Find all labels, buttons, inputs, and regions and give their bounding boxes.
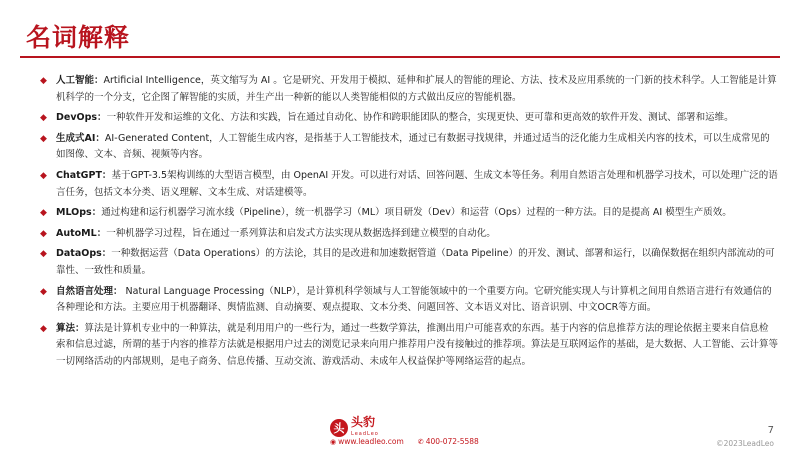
logo-subtitle: LeadLeo — [351, 431, 379, 437]
logo-name: 头豹 LeadLeo — [351, 416, 379, 440]
footer-contact — [330, 437, 479, 446]
glossary-item — [40, 168, 778, 201]
globe-icon: ◉ — [330, 438, 337, 446]
page-number: 7 — [767, 425, 774, 436]
glossary-term: 自然语言处理： — [56, 285, 123, 297]
glossary-item — [40, 73, 778, 106]
glossary-term: MLOps： — [56, 207, 102, 219]
glossary-term: 算法： — [56, 322, 85, 334]
diamond-icon: ◆ — [40, 323, 47, 334]
glossary-item — [40, 226, 778, 243]
title-divider — [20, 56, 780, 58]
diamond-icon: ◆ — [40, 170, 47, 181]
glossary-item — [40, 110, 778, 127]
glossary-item — [40, 284, 778, 317]
glossary-definition: Artificial Intelligence，英文缩写为 AI 。它是研究、开发用于模拟、延伸和扩展人的智能的理论、方法、技术及应用系统的一门新的技术科学。人工智能是计算机科学的一个分支，它企图了解智能的实质，并生产出一种新的能以人类智能相似的方式做出反应的智能机器。 — [56, 75, 777, 103]
glossary-definition: 基于GPT-3.5架构训练的大型语言模型，由 OpenAI 开发。可以进行对话、回答问题、生成文本等任务。利用自然语言处理和机器学习技术，可以处理广泛的语言任务，包括文本分类、语义理解、文本生成、对话建模等。 — [56, 169, 778, 198]
glossary-definition: 通过构建和运行机器学习流水线（Pipeline），统一机器学习（ML）项目研发（Dev）和运营（Ops）过程的一种方法。目的是提高 AI 模型生产质效。 — [101, 207, 732, 219]
glossary-item — [40, 205, 778, 222]
glossary-item — [40, 246, 778, 279]
glossary-definition: 一种机器学习过程，旨在通过一系列算法和启发式方法实现从数据选择到建立模型的自动化。 — [106, 227, 496, 239]
glossary-term: ChatGPT： — [56, 169, 112, 181]
phone-number: ✆ 400-072-5588 — [417, 437, 479, 446]
diamond-icon: ◆ — [40, 208, 47, 219]
glossary-item — [40, 131, 778, 164]
glossary-term: 生成式AI： — [56, 132, 105, 144]
glossary-definition: AI-Generated Content，人工智能生成内容，是指基于人工智能技术，通过已有数据寻找规律，并通过适当的泛化能力生成相关内容的技术，可以生成常见的如图像、文本、音频、视频等内容。 — [56, 132, 770, 161]
logo-icon: 头 — [330, 419, 348, 437]
glossary-definition: 一种软件开发和运维的文化、方法和实践，旨在通过自动化、协作和跨职能团队的整合，实现更快、更可靠和更高效的软件开发、测试、部署和运维。 — [106, 112, 734, 124]
glossary-term: DataOps： — [56, 248, 112, 260]
page-title: 名词解释 — [26, 23, 131, 52]
glossary-term: 人工智能： — [56, 75, 104, 86]
glossary-definition: Natural Language Processing（NLP），是计算机科学领域与人工智能领域中的一个重要方向。它研究能实现人与计算机之间用自然语言进行有效通信的各种理论和方法。主要应用于机器翻译、舆情监测、自动摘要、观点提取、文本分类、问题回答、文本语义对比、语音识别、中文OCR等方面。 — [56, 285, 772, 314]
diamond-icon: ◆ — [40, 76, 47, 86]
glossary-term: DevOps： — [56, 112, 107, 124]
diamond-icon: ◆ — [40, 228, 47, 239]
diamond-icon: ◆ — [40, 133, 47, 144]
glossary-term: AutoML： — [56, 227, 107, 239]
diamond-icon: ◆ — [40, 113, 47, 124]
glossary-definition: 一种数据运营（Data Operations）的方法论，其目的是改进和加速数据管道（Data Pipeline）的开发、测试、部署和运行，以确保数据在组织内部流动的可靠性、一致性和质量。 — [56, 248, 775, 276]
glossary-item — [40, 321, 778, 371]
copyright-text: ©2023LeadLeo — [716, 439, 774, 448]
website-link[interactable]: ◉ www.leadleo.com — [330, 437, 404, 446]
glossary-definition: 算法是计算机专业中的一种算法，就是利用用户的一些行为，通过一些数学算法，推测出用户可能喜欢的东西。基于内容的信息推荐方法的理论依据主要来自信息检索和信息过滤，所谓的基于内容的推荐方法就是根据用户过去的浏览记录来向用户推荐用户没有接触过的推荐项。算法是互联网运作的基础，是大数据、人工智能、云计算等一切网络活动的内部规则，是电子商务、信息传播、互动交流、游戏活动、未成年人权益保护等网络运营的起点。 — [56, 322, 779, 367]
diamond-icon: ◆ — [40, 286, 47, 297]
phone-icon: ✆ — [417, 438, 424, 446]
glossary-list — [40, 73, 778, 375]
diamond-icon: ◆ — [40, 249, 47, 260]
